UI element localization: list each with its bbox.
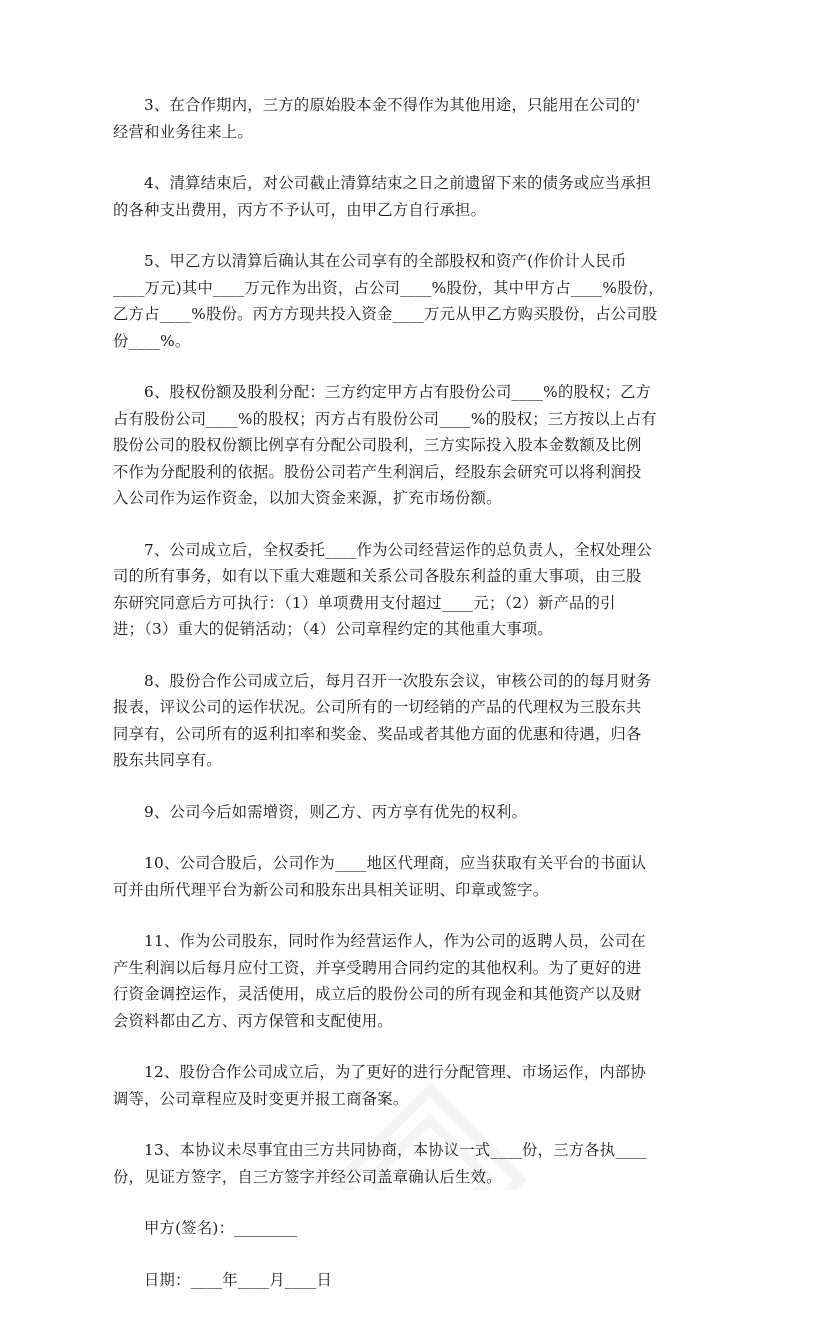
date-line: 日期：____年____月____日 [144, 1270, 333, 1289]
clause-7: 7、公司成立后，全权委托____作为公司经营运作的总负责人，全权处理公 司的所有事务，如有以下重大难题和关系公司各股东利益的重大事项，由三股 东研究同意后方可执行：（1）单项费用支付超过____元；（2）新产品的引 进；（3）重大的促销活动；（4）公司章程约定的其他重大事项。 [113, 540, 652, 638]
clause-12: 12、股份合作公司成立后，为了更好的进行分配管理、市场运作，内部协 调等，公司章程应及时变更并报工商备案。 [113, 1063, 646, 1108]
document-body [113, 92, 703, 1318]
clause-10: 10、公司合股后，公司作为____地区代理商，应当获取有关平台的书面认 可并由所代理平台为新公司和股东出具相关证明、印章或签字。 [113, 854, 647, 899]
clause-5: 5、甲乙方以清算后确认其在公司享有的全部股权和资产(作价计人民币 ____万元)其中____万元作为出资，占公司____%股份，其中甲方占____%股份， 乙方占____%股份。丙方方现共投入资金____万元从甲乙方购买股份，占公司股 份____%。 [113, 252, 664, 350]
clause-9: 9、公司今后如需增资，则乙方、丙方享有优先的权利。 [144, 802, 528, 821]
clause-4: 4、清算结束后，对公司截止清算结束之日之前遗留下来的债务或应当承担 的各种支出费用，丙方不予认可，由甲乙方自行承担。 [113, 174, 652, 219]
party-a-signature-line: 甲方(签名)：________ [144, 1219, 298, 1237]
clause-8: 8、股份合作公司成立后，每月召开一次股东会议，审核公司的的每月财务 报表，评议公司的运作状况。公司所有的一切经销的产品的代理权为三股东共 同享有，公司所有的返利扣率和奖金、奖品或者其他方面的优惠和待遇，归各 股东共同享有。 [113, 671, 652, 769]
clause-6: 6、股权份额及股利分配：三方约定甲方占有股份公司____%的股权；乙方 占有股份公司____%的股权；丙方占有股份公司____%的股权；三方按以上占有 股份公司的股权份额比例享有分配公司股利，三方实际投入股本金数额及比例 不作为分配股利的依据。股份公司若产生利润后，经股东会研究可以将利润投 入公司作为运作资金，以加大资金来源，扩充市场份额。 [113, 383, 657, 507]
clause-11: 11、作为公司股东，同时作为经营运作人，作为公司的返聘人员，公司在 产生利润以后每月应付工资，并享受聘用合同约定的其他权利。为了更好的进 行资金调控运作，灵活使用，成立后的股份公司的所有现金和其他资产以及财 会资料都由乙方、丙方保管和支配使用。 [113, 932, 646, 1030]
clause-13: 13、本协议未尽事宜由三方共同协商，本协议一式____份，三方各执____ 份，见证方签字，自三方签字并经公司盖章确认后生效。 [113, 1141, 647, 1186]
clause-3: 3、在合作期内，三方的原始股本金不得作为其他用途，只能用在公司的' 经营和业务往来上。 [113, 96, 641, 141]
